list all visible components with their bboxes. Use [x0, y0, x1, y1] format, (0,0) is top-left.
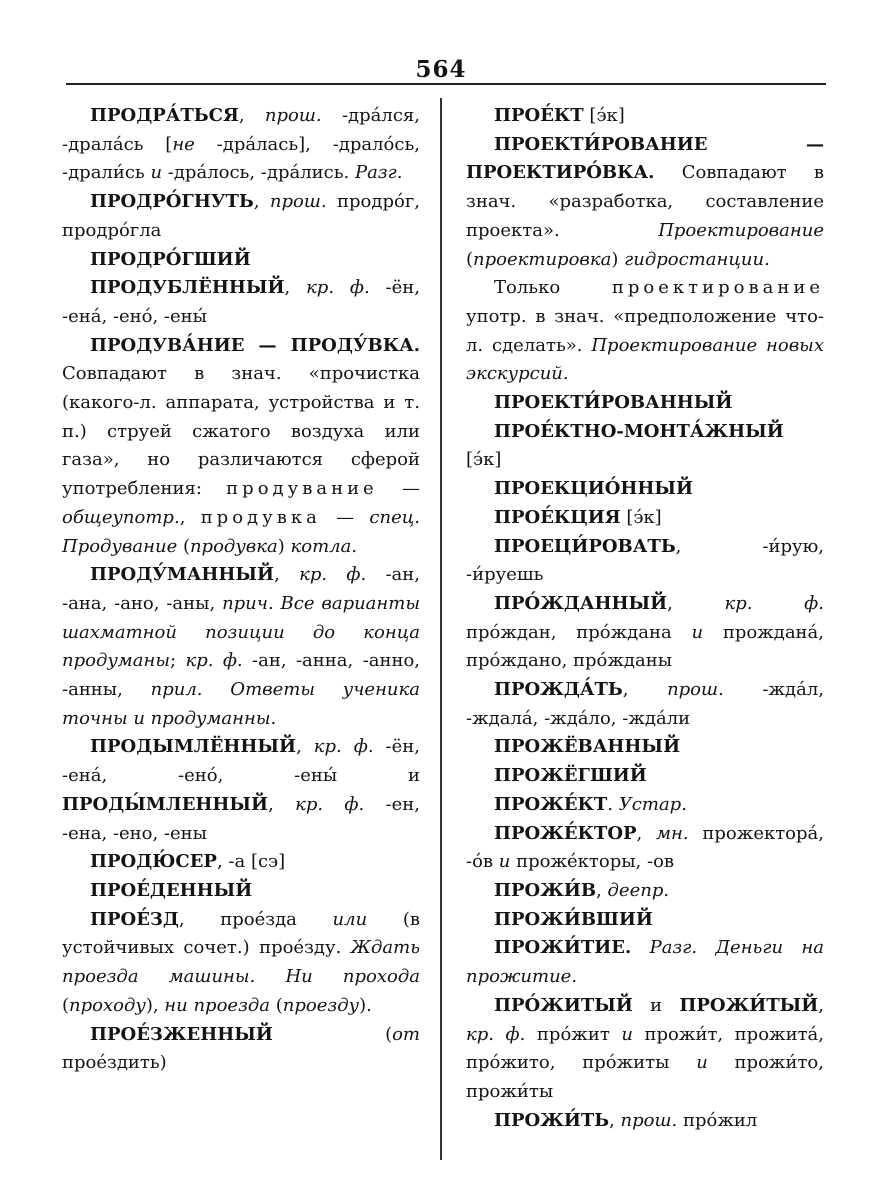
headword: ПРО́ЖДАННЫЙ [494, 592, 668, 614]
entry-text: прош. [269, 191, 327, 213]
entry-text: и [621, 1023, 633, 1045]
entry-text: , [238, 105, 265, 126]
entry-text: Ждать проезда машины. Ни прохода [62, 937, 420, 988]
headword: ПРОЕЦИ́РОВАТЬ [494, 535, 676, 557]
page-number: 564 [415, 56, 467, 83]
entry-text: прождана́, про́ждано, про́жданы [466, 621, 824, 672]
headword: ПРОЖЁГШИЙ [494, 765, 647, 787]
entry-text: [э́к] [466, 449, 502, 471]
entry-text: или [332, 908, 368, 930]
dictionary-entry [466, 676, 824, 733]
dictionary-entry [466, 733, 824, 762]
entry-text: ни проезда [164, 994, 271, 1016]
entry-text: деепр. [607, 879, 670, 901]
headword: ПРОЖИ́ВШИЙ [494, 908, 653, 930]
entry-text: продувание [226, 478, 378, 500]
entry-text: Проектирование [658, 219, 824, 241]
headword: ПРОЖДА́ТЬ [494, 679, 623, 701]
headword: ПРОЕ́КТ [494, 105, 584, 126]
header-rule [66, 83, 826, 85]
entry-text: кр. ф. [313, 736, 374, 758]
entry-text: -жда́л, -ждала́, -жда́ло, -жда́ли [466, 679, 824, 729]
headword: ПРОЕ́ЗЖЕННЫЙ [90, 1023, 273, 1045]
entry-text: продувка [189, 535, 278, 557]
dictionary-entry [466, 274, 824, 389]
headword: ПРОЕКЦИО́ННЫЙ [494, 478, 694, 500]
entry-text: , [296, 736, 314, 758]
entry-text: прош. [264, 105, 322, 126]
entry-text: употр. в знач. «предположение что-л. сделать». [466, 305, 824, 356]
entry-text: , [622, 679, 668, 701]
entry-text: про́жит [525, 1023, 622, 1045]
entry-text: , [609, 1109, 621, 1131]
dictionary-entry [466, 475, 824, 504]
dictionary-entry [62, 246, 420, 275]
dictionary-entry [466, 418, 824, 475]
headword: ПРОЕКТИ́РОВАНИЕ — ПРОЕКТИРО́ВКА. [466, 133, 824, 184]
headword: ПРОЖЕ́КТ [494, 793, 608, 815]
left-column [62, 102, 420, 1078]
entry-text: кр. ф. [466, 1023, 526, 1045]
dictionary-entry [62, 274, 420, 331]
dictionary-entry [62, 1021, 420, 1078]
entry-text: и [632, 994, 680, 1016]
entry-text: прое́здить) [62, 1052, 167, 1074]
entry-text: кр. ф. [185, 650, 243, 672]
headword: ПРОДЫМЛЁННЫЙ [90, 736, 297, 758]
entry-text: ). [359, 994, 372, 1016]
entry-text: -ён, -ена́, -ено́, -ены́ [62, 277, 420, 327]
headword: ПРОДЫ́МЛЕННЫЙ [62, 793, 269, 815]
dictionary-entry [466, 504, 824, 533]
entry-text: Продувание [62, 535, 178, 557]
dictionary-entry [466, 533, 824, 590]
entry-text: , [274, 564, 300, 586]
dictionary-entry [466, 762, 824, 791]
right-column [466, 102, 824, 1135]
dictionary-entry [62, 332, 420, 562]
entry-text: — [320, 506, 370, 528]
entry-text: -ан, -анна, -анно, -анны, [62, 650, 420, 701]
entry-text: проже́кторы, -ов [510, 851, 675, 873]
dictionary-entry [466, 820, 824, 877]
entry-text: , -а [сэ] [216, 851, 286, 873]
headword: ПРОЖИ́В [494, 879, 597, 901]
headword: ПРОДУВА́НИЕ — ПРОДУ́ВКА. [90, 334, 420, 356]
headword: ПРОЖИ́ТЫЙ [679, 994, 819, 1016]
headword: ПРОДРО́ГШИЙ [90, 248, 251, 270]
entry-text: прил. Ответы ученика точны и продуманны. [62, 679, 420, 729]
entry-text: , -и́рую, -и́руешь [466, 535, 824, 586]
entry-text: -ан, -ана, -ано, -аны, [62, 564, 420, 614]
entry-text: , [636, 822, 657, 844]
entry-text: не [172, 133, 195, 155]
headword: ПРОДРА́ТЬСЯ [90, 105, 239, 126]
entry-text: продро́г, продро́гла [62, 191, 420, 241]
entry-text: , [667, 592, 725, 614]
entry-text: прош. [620, 1109, 678, 1131]
headword: ПРОЖИ́ТИЕ. [494, 937, 632, 959]
dictionary-entry [466, 906, 824, 935]
entry-text: -дра́лось, -дра́лись. [162, 162, 355, 184]
headword: ПРОЕ́ЗД [90, 908, 179, 930]
entry-text: Проектирование новых экскурсий. [466, 334, 824, 385]
entry-text: кр. ф. [306, 277, 370, 299]
entry-text: ( [62, 994, 70, 1016]
dictionary-entry [466, 590, 824, 676]
entry-text: , прое́зда [178, 908, 333, 930]
dictionary-entry [62, 877, 420, 906]
headword: ПРО́ЖИТЫЙ [494, 994, 633, 1016]
entry-text: ) [611, 248, 625, 270]
column-divider [440, 98, 442, 1160]
entry-text: — [377, 478, 420, 500]
dictionary-entry [62, 188, 420, 245]
entry-text: про́ждан, про́ждана [466, 621, 692, 643]
entry-text: -ён, -ена́, -ено́, -ены́ и [62, 736, 420, 787]
entry-text: Совпадают в знач. «прочистка (какого-л. аппарата, устройства и т. п.) струей сжатого воздуха или газа», но различаются сферой употребления: [62, 363, 420, 500]
entry-text [631, 937, 649, 958]
entry-text: от [392, 1023, 420, 1045]
entry-text: мн. [656, 822, 689, 844]
entry-text: и [498, 851, 511, 873]
entry-text: -ен, -ена, -ено, -ены [62, 793, 420, 844]
entry-text: прожи́то, прожи́ты [466, 1052, 824, 1102]
entry-text: , [284, 277, 307, 299]
headword: ПРОЕ́КЦИЯ [494, 506, 621, 528]
entry-text: прош. [667, 679, 724, 701]
entry-text: ), [145, 994, 165, 1016]
dictionary-entry [466, 877, 824, 906]
dictionary-entry [466, 102, 824, 131]
dictionary-entry [466, 389, 824, 418]
entry-text: прожектора́, -о́в [466, 822, 824, 873]
entry-text: проезду [282, 994, 360, 1016]
entry-text: про́жил [677, 1109, 758, 1131]
entry-text: , [179, 506, 201, 528]
entry-text: проектирование [611, 277, 824, 299]
headword: ПРОЖЁВАННЫЙ [494, 736, 681, 758]
entry-text: Только [494, 277, 612, 299]
entry-text: , [818, 994, 824, 1016]
headword: ПРОДЮ́СЕР [90, 851, 217, 873]
entry-text: ; [169, 650, 186, 672]
dictionary-entry [62, 848, 420, 877]
dictionary-entry [466, 791, 824, 820]
dictionary-entry [466, 131, 824, 275]
entry-text: ( [270, 994, 283, 1016]
dictionary-entry [62, 102, 420, 188]
headword: ПРОЕКТИ́РОВАННЫЙ [494, 392, 733, 414]
entry-text: общеупотр. [62, 506, 180, 528]
entry-text: -дра́лась], -драло́сь, -драли́сь [62, 133, 420, 184]
headword: ПРОЖЕ́КТОР [494, 822, 637, 844]
entry-text: , [596, 879, 608, 901]
entry-text: Совпадают в знач. «разработка, составление проекта». [466, 162, 824, 241]
entry-text: кр. ф. [724, 592, 824, 614]
dictionary-entry [466, 934, 824, 991]
dictionary-entry [466, 992, 824, 1107]
headword: ПРОЖИ́ТЬ [494, 1109, 610, 1131]
entry-text: -дра́лся, -драла́сь [ [62, 105, 420, 155]
entry-text: , [253, 191, 270, 213]
entry-text: ( [177, 535, 190, 557]
entry-text: и [696, 1052, 708, 1074]
entry-text: прожи́т, прожита́, про́жито, про́житы [466, 1023, 825, 1074]
entry-text: проходу [69, 994, 146, 1016]
headword: ПРОЕ́КТНО-МОНТА́ЖНЫЙ [494, 420, 784, 442]
entry-text: ( [466, 248, 474, 270]
entry-text: спец. [369, 506, 420, 528]
headword: ПРОЕ́ДЕННЫЙ [90, 879, 253, 901]
headword: ПРОДРО́ГНУТЬ [90, 191, 254, 213]
entry-text: и [150, 162, 163, 184]
dictionary-entry [62, 733, 420, 848]
entry-text: Устар. [618, 793, 687, 815]
entry-text: [э́к] [620, 506, 662, 528]
dictionary-entry [466, 1107, 824, 1136]
entry-text: продувка [200, 506, 321, 528]
headword: ПРОДУБЛЁННЫЙ [90, 277, 285, 299]
entry-text: котла. [290, 535, 358, 557]
dictionary-entry [62, 561, 420, 733]
entry-text: прич. Все варианты шахматной позиции до конца продуманы [62, 592, 421, 672]
entry-text: [э́к] [583, 105, 625, 126]
entry-text: , [268, 793, 296, 815]
headword: ПРОДУ́МАННЫЙ [90, 564, 275, 586]
entry-text: (в устойчивых сочет.) прое́зду. [62, 908, 420, 959]
entry-text: гидростанции. [624, 248, 770, 270]
dictionary-entry [62, 906, 420, 1021]
entry-text: кр. ф. [299, 564, 367, 586]
entry-text: ) [277, 535, 291, 557]
entry-text: проектировка [473, 248, 612, 270]
entry-text: и [691, 621, 704, 643]
entry-text: Разг. [354, 162, 403, 184]
entry-text: ( [272, 1023, 393, 1045]
entry-text: кр. ф. [295, 793, 365, 815]
entry-text: . [607, 793, 619, 815]
entry-text: Разг. Деньги на прожитие. [466, 937, 824, 988]
